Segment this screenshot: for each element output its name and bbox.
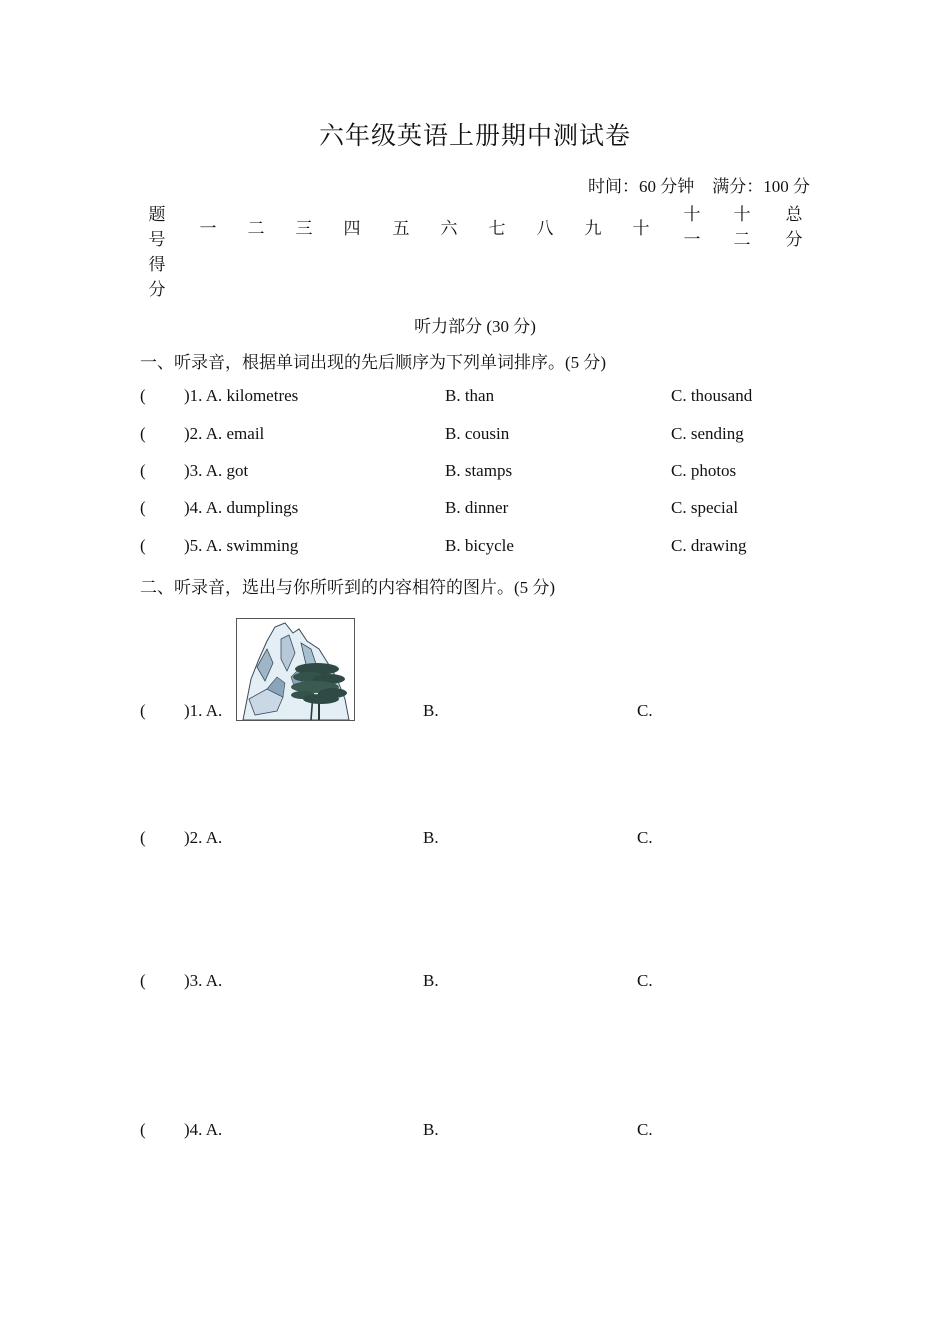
exam-time: 时间：60 分钟	[588, 177, 695, 196]
list-item	[140, 1120, 820, 1144]
score-table-column-header: 总分	[785, 205, 803, 249]
option-a: )4. A. dumplings	[184, 498, 299, 517]
list-item	[140, 971, 820, 995]
option-c: C.	[637, 701, 653, 720]
option-c: C.	[637, 1120, 653, 1139]
answer-blank[interactable]: (	[140, 386, 146, 405]
score-table-column-header: 八	[536, 219, 554, 238]
score-table-column-header: 四	[343, 219, 361, 238]
option-c: C. special	[671, 498, 739, 517]
answer-blank[interactable]: (	[140, 828, 146, 847]
list-item	[140, 536, 820, 560]
option-a: )3. A. got	[184, 461, 249, 480]
option-c: C. drawing	[671, 536, 747, 555]
answer-blank[interactable]: (	[140, 971, 146, 990]
option-c: C. photos	[671, 461, 737, 480]
answer-blank[interactable]: (	[140, 701, 146, 720]
option-a: )5. A. swimming	[184, 536, 299, 555]
option-c: C. sending	[671, 424, 744, 443]
score-table-column-header: 九	[584, 219, 602, 238]
listening-section-header: 听力部分 (30 分)	[414, 317, 536, 336]
list-item	[140, 461, 820, 485]
option-b: B. stamps	[445, 461, 513, 480]
list-item	[140, 498, 820, 522]
list-item	[140, 424, 820, 448]
exam-meta	[588, 172, 810, 197]
option-b: B.	[423, 971, 439, 990]
score-table-column-header: 三	[295, 219, 313, 238]
part1-title: 一、听录音，根据单词出现的先后顺序为下列单词排序。(5 分)	[140, 353, 607, 372]
score-table-column-header: 十一	[683, 205, 701, 249]
answer-blank[interactable]: (	[140, 1120, 146, 1139]
option-a: )3. A.	[184, 971, 223, 990]
score-table-column-header: 五	[392, 219, 410, 238]
score-table-column-header: 一	[199, 219, 217, 238]
option-a: )1. A. kilometres	[184, 386, 299, 405]
answer-blank[interactable]: (	[140, 536, 146, 555]
score-table-column-header: 六	[440, 219, 458, 238]
score-table-row-label-score	[142, 252, 172, 302]
score-label: 得分	[148, 255, 166, 299]
option-c: C.	[637, 971, 653, 990]
list-item	[140, 701, 820, 725]
option-a: )4. A.	[184, 1120, 223, 1139]
option-c: C. thousand	[671, 386, 753, 405]
option-b: B.	[423, 828, 439, 847]
score-table-column-header: 七	[488, 219, 506, 238]
option-a: )2. A. email	[184, 424, 265, 443]
question-number-label: 题号	[148, 205, 166, 249]
option-a: )1. A.	[184, 701, 223, 720]
option-c: C.	[637, 828, 653, 847]
score-table-column-header: 十	[632, 219, 650, 238]
option-b: B.	[423, 1120, 439, 1139]
option-a: )2. A.	[184, 828, 223, 847]
score-table-column-header: 二	[247, 219, 265, 238]
part2-title: 二、听录音，选出与你所听到的内容相符的图片。(5 分)	[140, 578, 556, 597]
option-b: B. than	[445, 386, 495, 405]
score-table-row-label-question	[142, 202, 172, 252]
answer-blank[interactable]: (	[140, 498, 146, 517]
list-item	[140, 386, 820, 410]
list-item	[140, 828, 820, 852]
answer-blank[interactable]: (	[140, 424, 146, 443]
option-b: B. cousin	[445, 424, 510, 443]
option-b: B. dinner	[445, 498, 509, 517]
option-b: B.	[423, 701, 439, 720]
page-title: 六年级英语上册期中测试卷	[318, 123, 631, 150]
answer-blank[interactable]: (	[140, 461, 146, 480]
score-table-column-header: 十二	[733, 205, 751, 249]
option-b: B. bicycle	[445, 536, 514, 555]
score-table	[138, 200, 820, 305]
exam-full-score: 满分：100 分	[712, 177, 810, 196]
